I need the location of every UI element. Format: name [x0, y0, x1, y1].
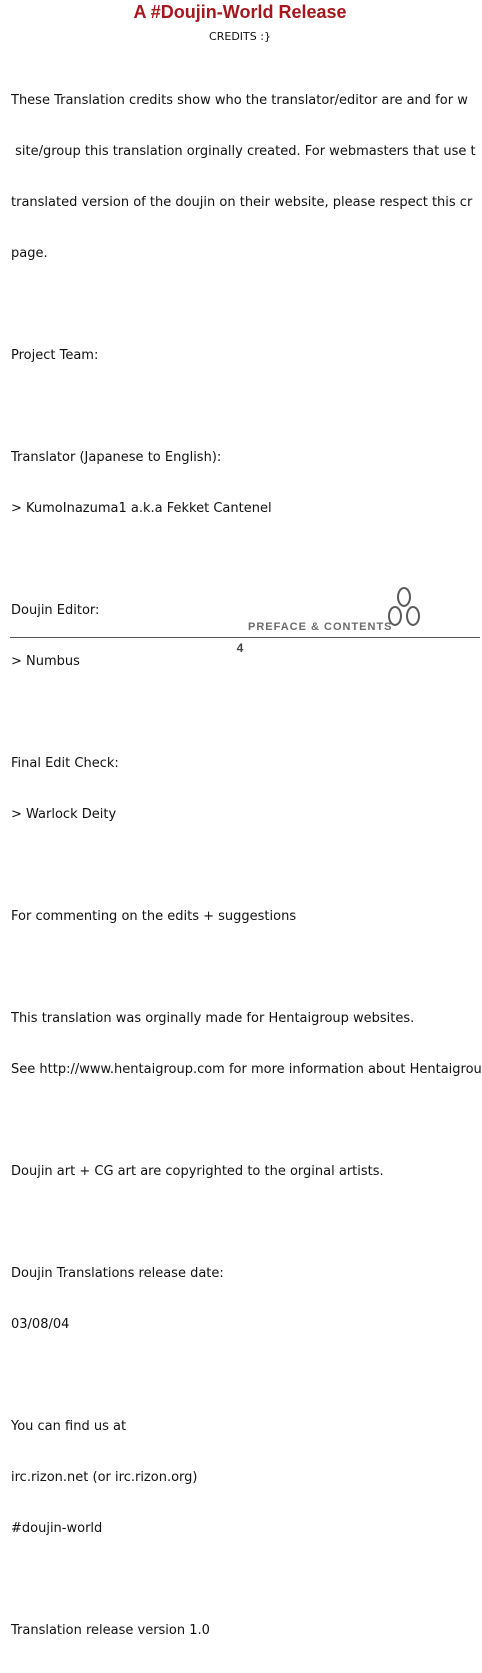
body-line [11, 551, 480, 568]
body-line: Project Team: [11, 348, 99, 363]
body-line: This translation was orginally made for Hentaigroup websites. [11, 1011, 415, 1026]
credits-heading: CREDITS :} [209, 30, 271, 43]
body-line: Translator (Japanese to English): [11, 450, 222, 465]
body-line: page. [11, 246, 48, 261]
body-line [11, 1367, 480, 1384]
body-line [11, 1571, 480, 1588]
body-line: > Warlock Deity [11, 807, 117, 822]
release-title: A #Doujin-World Release [133, 2, 347, 22]
body-line: translated version of the doujin on their website, please respect this cr [11, 195, 473, 210]
body-line: irc.rizon.net (or irc.rizon.org) [11, 1470, 198, 1485]
body-line [11, 704, 480, 721]
body-line: For commenting on the edits + suggestions [11, 909, 297, 924]
body-line: #doujin-world [11, 1521, 103, 1536]
body-line: Doujin Translations release date: [11, 1266, 224, 1281]
credits-body [11, 58, 480, 1673]
footer-divider [10, 637, 480, 638]
body-line: > Numbus [11, 654, 80, 669]
body-line: See http://www.hentaigroup.com for more information about Hentaigrou [11, 1062, 482, 1077]
body-line [11, 857, 480, 874]
body-line: Translation release version 1.0 [11, 1623, 210, 1638]
body-line: These Translation credits show who the translator/editor are and for w [11, 93, 468, 108]
body-line: Doujin art + CG art are copyrighted to the orginal artists. [11, 1164, 384, 1179]
body-line: You can find us at [11, 1419, 127, 1434]
body-line [11, 1112, 480, 1129]
body-line [11, 398, 480, 415]
body-line [11, 959, 480, 976]
body-line: 03/08/04 [11, 1317, 70, 1332]
body-line: site/group this translation orginally created. For webmasters that use t [11, 144, 476, 159]
body-line: Final Edit Check: [11, 756, 119, 771]
body-line [11, 1214, 480, 1231]
hexagon-logo-icon [386, 586, 422, 642]
body-line [11, 296, 480, 313]
page-number: 4 [236, 641, 244, 655]
body-line: > KumoInazuma1 a.k.a Fekket Cantenel [11, 501, 272, 516]
body-line: Doujin Editor: [11, 603, 100, 618]
section-label: PREFACE & CONTENTS [248, 621, 393, 633]
